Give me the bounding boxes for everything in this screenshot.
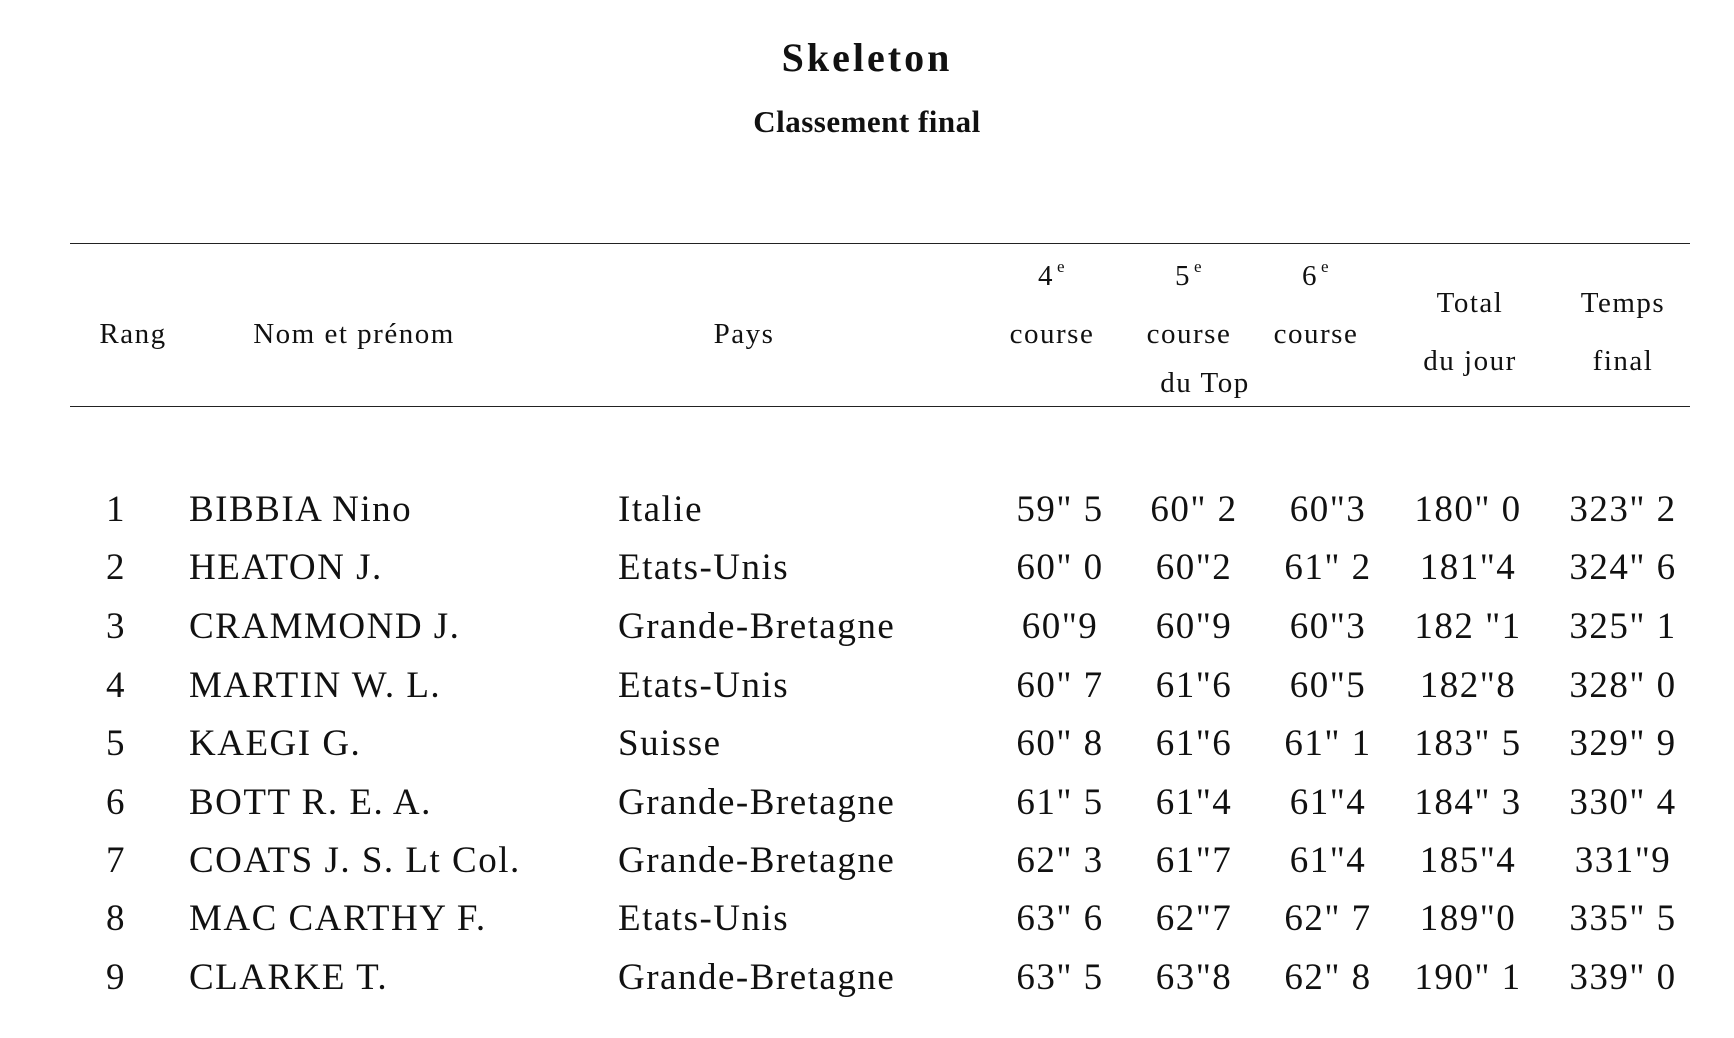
cell-rang: 4 xyxy=(106,665,126,706)
cell-course5: 61"4 xyxy=(1155,782,1233,823)
cell-course6: 60"3 xyxy=(1289,606,1367,647)
cell-total: 184" 3 xyxy=(1414,782,1522,823)
cell-pays: Suisse xyxy=(618,723,722,764)
cell-final: 323" 2 xyxy=(1569,489,1677,530)
page-subtitle: Classement final xyxy=(753,104,981,139)
cell-total: 182"8 xyxy=(1419,665,1517,706)
cell-pays: Grande-Bretagne xyxy=(618,957,896,998)
header-pays: Pays xyxy=(713,318,775,350)
cell-course5: 61"6 xyxy=(1155,665,1233,706)
cell-final: 335" 5 xyxy=(1569,898,1677,939)
cell-course6: 61"4 xyxy=(1289,782,1367,823)
cell-course5: 60"9 xyxy=(1155,606,1233,647)
header-course6-sup: e xyxy=(1320,257,1331,276)
cell-total: 183" 5 xyxy=(1414,723,1522,764)
cell-pays: Etats-Unis xyxy=(618,547,790,588)
cell-nom: KAEGI G. xyxy=(189,723,362,764)
header-course5-number xyxy=(1129,257,1249,292)
header-total-line2: du jour xyxy=(1423,345,1517,377)
header-final-line1: Temps xyxy=(1580,287,1666,319)
header-course4-sup: e xyxy=(1056,257,1067,276)
cell-course6: 62" 7 xyxy=(1284,898,1372,939)
cell-final: 324" 6 xyxy=(1569,547,1677,588)
cell-total: 190" 1 xyxy=(1414,957,1522,998)
cell-nom: MARTIN W. L. xyxy=(189,665,442,706)
table-header-bottom-rule xyxy=(70,406,1690,407)
header-course5-sup: e xyxy=(1193,257,1204,276)
header-course6-number xyxy=(1256,257,1376,292)
header-nom: Nom et prénom xyxy=(253,318,455,350)
cell-course6: 61" 1 xyxy=(1284,723,1372,764)
cell-total: 182 "1 xyxy=(1414,606,1522,647)
header-final-line2: final xyxy=(1592,345,1654,377)
cell-course5: 61"6 xyxy=(1155,723,1233,764)
cell-course4: 61" 5 xyxy=(1016,782,1104,823)
table-top-rule xyxy=(70,243,1690,244)
cell-course4: 63" 5 xyxy=(1016,957,1104,998)
cell-nom: HEATON J. xyxy=(189,547,383,588)
cell-course5: 61"7 xyxy=(1155,840,1233,881)
cell-course4: 60" 7 xyxy=(1016,665,1104,706)
cell-rang: 7 xyxy=(106,840,126,881)
cell-course6: 62" 8 xyxy=(1284,957,1372,998)
cell-course4: 60"9 xyxy=(1021,606,1099,647)
cell-nom: MAC CARTHY F. xyxy=(189,898,487,939)
cell-course4: 62" 3 xyxy=(1016,840,1104,881)
cell-nom: CLARKE T. xyxy=(189,957,389,998)
cell-nom: COATS J. S. Lt Col. xyxy=(189,840,521,881)
cell-rang: 1 xyxy=(106,489,126,530)
cell-total: 185"4 xyxy=(1419,840,1517,881)
header-course5-label: course xyxy=(1146,318,1232,350)
cell-pays: Etats-Unis xyxy=(618,898,790,939)
cell-pays: Italie xyxy=(618,489,704,530)
cell-rang: 5 xyxy=(106,723,126,764)
cell-final: 328" 0 xyxy=(1569,665,1677,706)
cell-rang: 6 xyxy=(106,782,126,823)
cell-rang: 3 xyxy=(106,606,126,647)
header-course6-label: course xyxy=(1273,318,1359,350)
cell-pays: Grande-Bretagne xyxy=(618,840,896,881)
header-course4-num: 4 xyxy=(1037,260,1054,292)
cell-pays: Grande-Bretagne xyxy=(618,606,896,647)
cell-pays: Etats-Unis xyxy=(618,665,790,706)
cell-course6: 61"4 xyxy=(1289,840,1367,881)
cell-final: 330" 4 xyxy=(1569,782,1677,823)
cell-course6: 61" 2 xyxy=(1284,547,1372,588)
cell-course4: 60" 0 xyxy=(1016,547,1104,588)
cell-course4: 60" 8 xyxy=(1016,723,1104,764)
cell-final: 331"9 xyxy=(1574,840,1672,881)
cell-final: 325" 1 xyxy=(1569,606,1677,647)
cell-course5: 60"2 xyxy=(1155,547,1233,588)
cell-nom: CRAMMOND J. xyxy=(189,606,461,647)
cell-course4: 59" 5 xyxy=(1016,489,1104,530)
header-course4-number xyxy=(992,257,1112,292)
cell-course5: 62"7 xyxy=(1155,898,1233,939)
cell-total: 189"0 xyxy=(1419,898,1517,939)
cell-rang: 9 xyxy=(106,957,126,998)
cell-course5: 63"8 xyxy=(1155,957,1233,998)
cell-nom: BIBBIA Nino xyxy=(189,489,413,530)
cell-course4: 63" 6 xyxy=(1016,898,1104,939)
header-total-line1: Total xyxy=(1436,287,1504,319)
cell-course6: 60"3 xyxy=(1289,489,1367,530)
cell-final: 339" 0 xyxy=(1569,957,1677,998)
cell-rang: 8 xyxy=(106,898,126,939)
header-course5-sub: du Top xyxy=(1160,367,1250,399)
page-title: Skeleton xyxy=(781,35,953,80)
header-rang: Rang xyxy=(99,318,167,350)
cell-pays: Grande-Bretagne xyxy=(618,782,896,823)
cell-total: 181"4 xyxy=(1419,547,1517,588)
cell-course5: 60" 2 xyxy=(1150,489,1238,530)
header-course4-label: course xyxy=(1009,318,1095,350)
cell-final: 329" 9 xyxy=(1569,723,1677,764)
header-course5-num: 5 xyxy=(1174,260,1191,292)
cell-total: 180" 0 xyxy=(1414,489,1522,530)
cell-nom: BOTT R. E. A. xyxy=(189,782,432,823)
cell-course6: 60"5 xyxy=(1289,665,1367,706)
cell-rang: 2 xyxy=(106,547,126,588)
header-course6-num: 6 xyxy=(1301,260,1318,292)
